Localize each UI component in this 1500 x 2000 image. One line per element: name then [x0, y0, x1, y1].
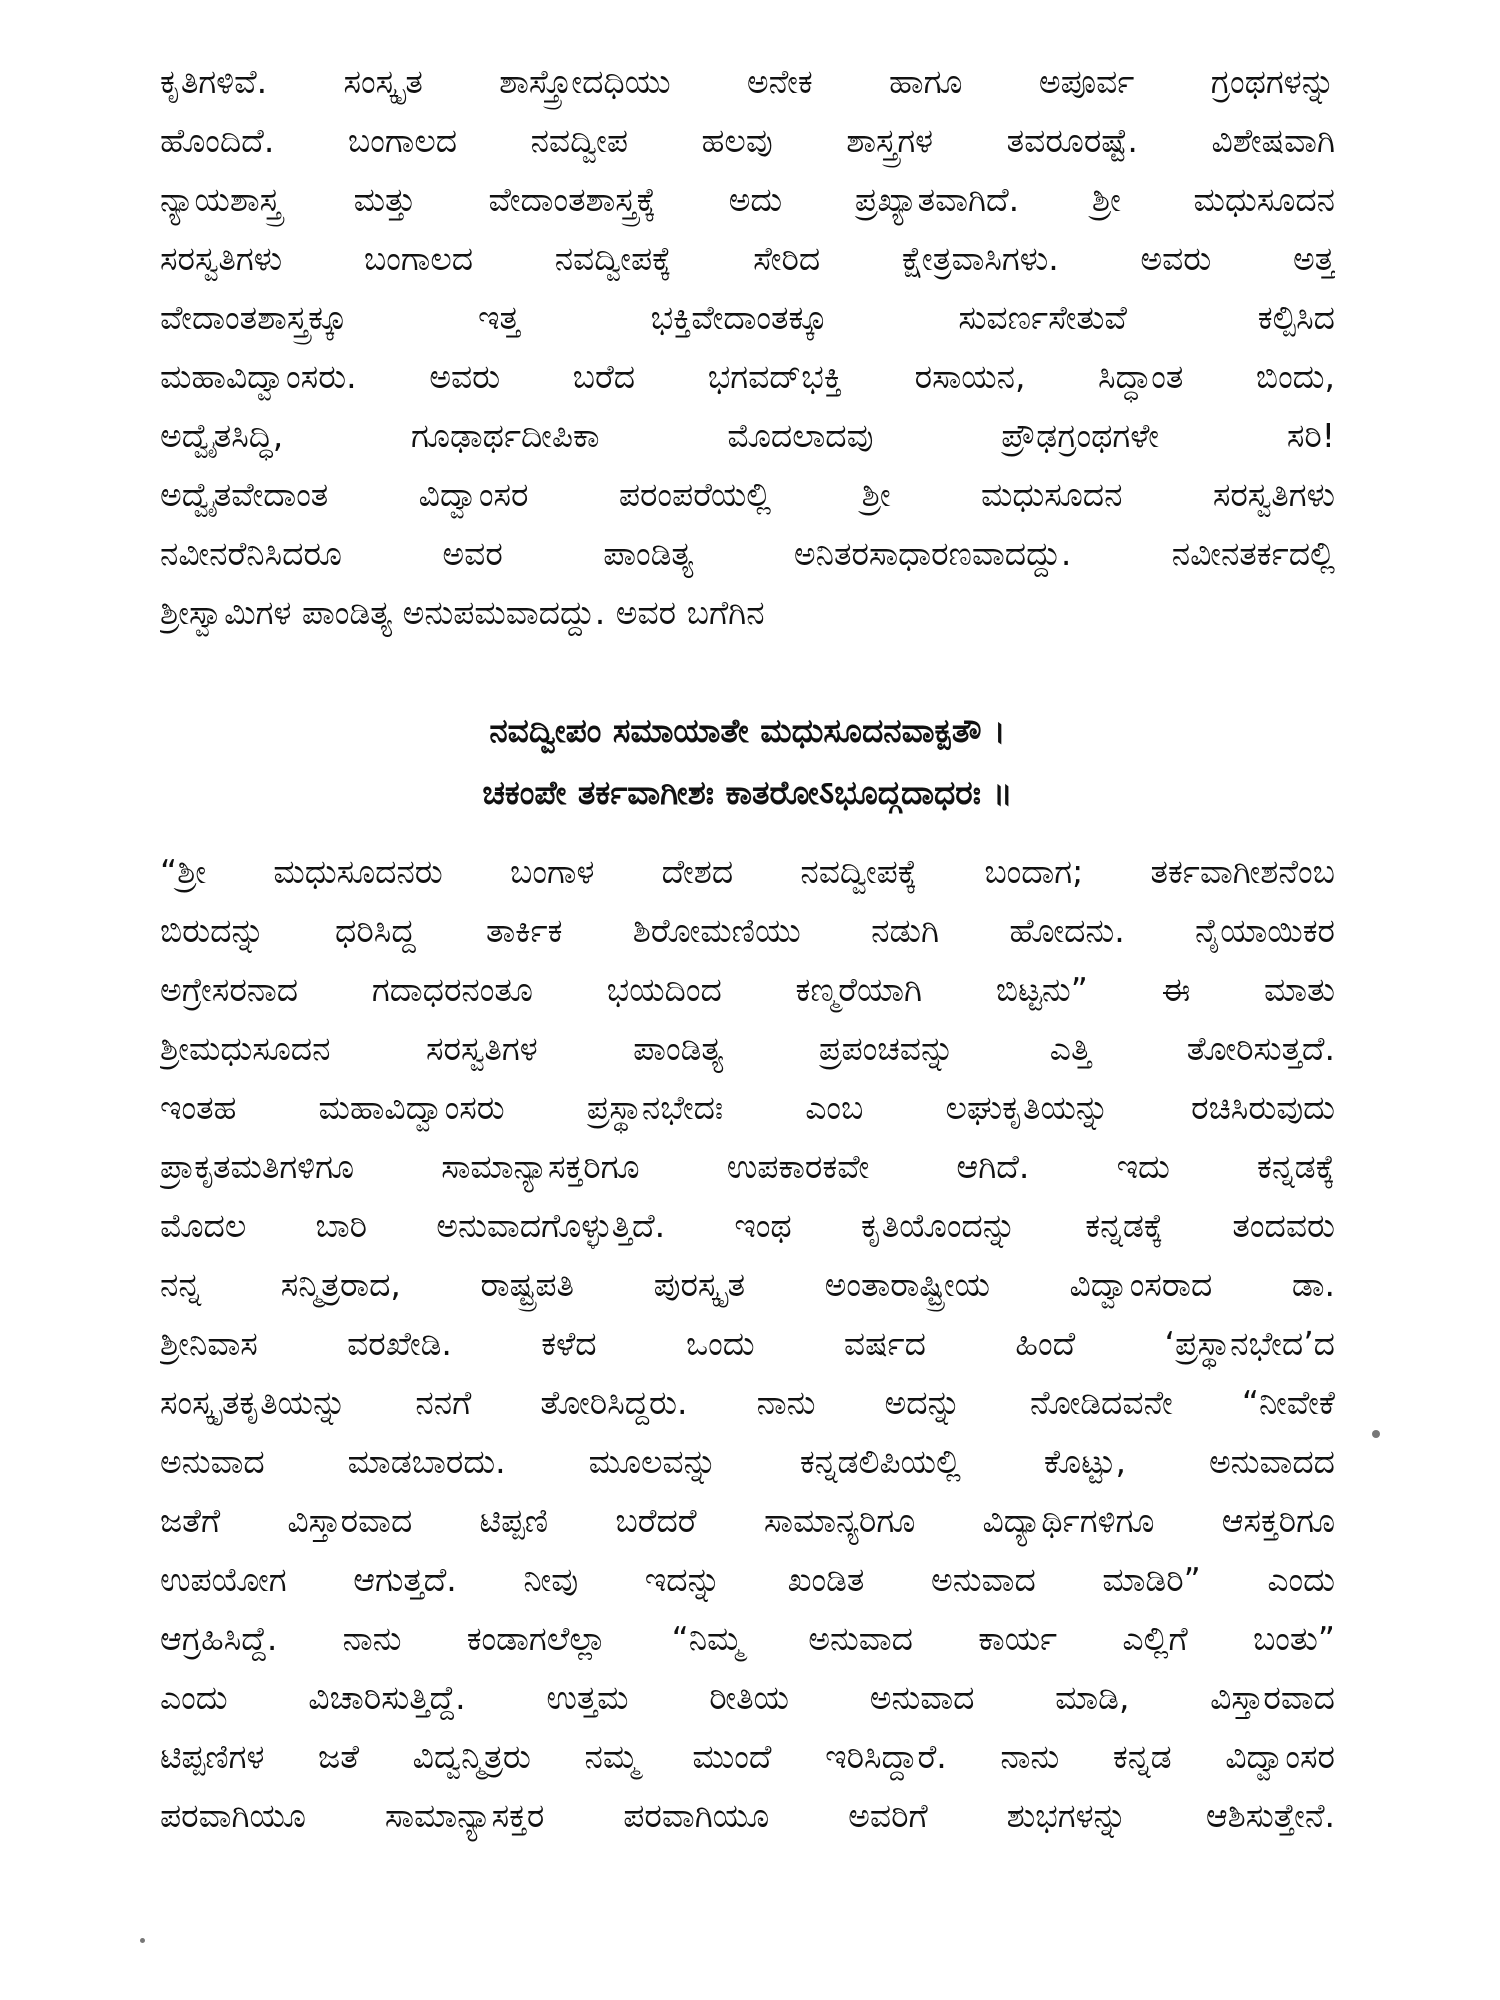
text-line: ನನ್ನ ಸನ್ಮಿತ್ರರಾದ, ರಾಷ್ಟ್ರಪತಿ ಪುರಸ್ಕೃತ ಅಂತಾರಾಷ್ಟ್ರೀಯ ವಿದ್ವಾಂಸರಾದ ಡಾ. — [160, 1265, 1335, 1304]
text-line: ಸಂಸ್ಕೃತಕೃತಿಯನ್ನು ನನಗೆ ತೋರಿಸಿದ್ದರು. ನಾನು ಅದನ್ನು ನೋಡಿದವನೇ “ನೀವೇಕೆ — [160, 1383, 1335, 1422]
text-line: ಪರವಾಗಿಯೂ ಸಾಮಾನ್ಯಾಸಕ್ತರ ಪರವಾಗಿಯೂ ಅವರಿಗೆ ಶುಭಗಳನ್ನು ಆಶಿಸುತ್ತೇನೆ. — [160, 1796, 1335, 1835]
text-line: ಬಿರುದನ್ನು ಧರಿಸಿದ್ದ ತಾರ್ಕಿಕ ಶಿರೋಮಣಿಯು ನಡುಗಿ ಹೋದನು. ನೈಯಾಯಿಕರ — [160, 911, 1335, 950]
text-line: “ಶ್ರೀ ಮಧುಸೂದನರು ಬಂಗಾಳ ದೇಶದ ನವದ್ವೀಪಕ್ಕೆ ಬಂದಾಗ; ತರ್ಕವಾಗೀಶನೆಂಬ — [160, 852, 1335, 891]
text-line: ಅಗ್ರೇಸರನಾದ ಗದಾಧರನಂತೂ ಭಯದಿಂದ ಕಣ್ಮರೆಯಾಗಿ ಬಿಟ್ಟನು” ಈ ಮಾತು — [160, 970, 1335, 1009]
paragraph-main — [160, 842, 1335, 1845]
sanskrit-verse — [160, 700, 1335, 824]
verse-line-2: ಚಕಂಪೇ ತರ್ಕವಾಗೀಶಃ ಕಾತರೋऽಭೂದ್ಗದಾಧರಃ ॥ — [482, 773, 1013, 812]
verse-line-1: ನವದ್ವೀಪಂ ಸಮಾಯಾತೇ ಮಧುಸೂದನವಾಕ್ಪತೌ । — [489, 711, 1006, 750]
text-line: ಹೊಂದಿದೆ. ಬಂಗಾಲದ ನವದ್ವೀಪ ಹಲವು ಶಾಸ್ತ್ರಗಳ ತವರೂರಷ್ಟೆ. ವಿಶೇಷವಾಗಿ — [160, 121, 1335, 160]
text-line: ಮಹಾವಿದ್ವಾಂಸರು. ಅವರು ಬರೆದ ಭಗವದ್‌ಭಕ್ತಿ ರಸಾಯನ, ಸಿದ್ಧಾಂತ ಬಿಂದು, — [160, 357, 1335, 396]
scan-speck — [1372, 1430, 1380, 1438]
text-line: ಪ್ರಾಕೃತಮತಿಗಳಿಗೂ ಸಾಮಾನ್ಯಾಸಕ್ತರಿಗೂ ಉಪಕಾರಕವೇ ಆಗಿದೆ. ಇದು ಕನ್ನಡಕ್ಕೆ — [160, 1147, 1335, 1186]
paragraph-intro — [160, 52, 1335, 642]
scan-speck — [140, 1938, 145, 1943]
text-line: ಕೃತಿಗಳಿವೆ. ಸಂಸ್ಕೃತ ಶಾಸ್ತ್ರೋದಧಿಯು ಅನೇಕ ಹಾಗೂ ಅಪೂರ್ವ ಗ್ರಂಥಗಳನ್ನು — [160, 62, 1335, 101]
text-line: ಮೊದಲ ಬಾರಿ ಅನುವಾದಗೊಳ್ಳುತ್ತಿದೆ. ಇಂಥ ಕೃತಿಯೊಂದನ್ನು ಕನ್ನಡಕ್ಕೆ ತಂದವರು — [160, 1206, 1335, 1245]
text-line: ನ್ಯಾಯಶಾಸ್ತ್ರ ಮತ್ತು ವೇದಾಂತಶಾಸ್ತ್ರಕ್ಕೆ ಅದು ಪ್ರಖ್ಯಾತವಾಗಿದೆ. ಶ್ರೀ ಮಧುಸೂದನ — [160, 180, 1335, 219]
text-line: ಜತೆಗೆ ವಿಸ್ತಾರವಾದ ಟಿಪ್ಪಣಿ ಬರೆದರೆ ಸಾಮಾನ್ಯರಿಗೂ ವಿದ್ಯಾರ್ಥಿಗಳಿಗೂ ಆಸಕ್ತರಿಗೂ — [160, 1501, 1335, 1540]
text-line: ಆಗ್ರಹಿಸಿದ್ದೆ. ನಾನು ಕಂಡಾಗಲೆಲ್ಲಾ “ನಿಮ್ಮ ಅನುವಾದ ಕಾರ್ಯ ಎಲ್ಲಿಗೆ ಬಂತು” — [160, 1619, 1335, 1658]
text-line: ಅದ್ವೈತಸಿದ್ಧಿ, ಗೂಢಾರ್ಥದೀಪಿಕಾ ಮೊದಲಾದವು ಪ್ರೌಢಗ್ರಂಥಗಳೇ ಸರಿ! — [160, 416, 1335, 455]
text-line: ಅನುವಾದ ಮಾಡಬಾರದು. ಮೂಲವನ್ನು ಕನ್ನಡಲಿಪಿಯಲ್ಲಿ ಕೊಟ್ಟು, ಅನುವಾದದ — [160, 1442, 1335, 1481]
text-line: ನವೀನರೆನಿಸಿದರೂ ಅವರ ಪಾಂಡಿತ್ಯ ಅನಿತರಸಾಧಾರಣವಾದದ್ದು. ನವೀನತರ್ಕದಲ್ಲಿ — [160, 534, 1335, 573]
text-line: ಟಿಪ್ಪಣಿಗಳ ಜತೆ ವಿದ್ವನ್ಮಿತ್ರರು ನಮ್ಮ ಮುಂದೆ ಇರಿಸಿದ್ದಾರೆ. ನಾನು ಕನ್ನಡ ವಿದ್ವಾಂಸರ — [160, 1737, 1335, 1776]
text-line: ಇಂತಹ ಮಹಾವಿದ್ವಾಂಸರು ಪ್ರಸ್ಥಾನಭೇದಃ ಎಂಬ ಲಘುಕೃತಿಯನ್ನು ರಚಿಸಿರುವುದು — [160, 1088, 1335, 1127]
text-line: ಶ್ರೀಮಧುಸೂದನ ಸರಸ್ವತಿಗಳ ಪಾಂಡಿತ್ಯ ಪ್ರಪಂಚವನ್ನು ಎತ್ತಿ ತೋರಿಸುತ್ತದೆ. — [160, 1029, 1335, 1068]
text-line: ಶ್ರೀಸ್ವಾಮಿಗಳ ಪಾಂಡಿತ್ಯ ಅನುಪಮವಾದದ್ದು. ಅವರ ಬಗೆಗಿನ — [160, 593, 765, 632]
text-line: ಶ್ರೀನಿವಾಸ ವರಖೇಡಿ. ಕಳೆದ ಒಂದು ವರ್ಷದ ಹಿಂದೆ ‘ಪ್ರಸ್ಥಾನಭೇದ’ದ — [160, 1324, 1335, 1363]
text-line: ಸರಸ್ವತಿಗಳು ಬಂಗಾಲದ ನವದ್ವೀಪಕ್ಕೆ ಸೇರಿದ ಕ್ಷೇತ್ರವಾಸಿಗಳು. ಅವರು ಅತ್ತ — [160, 239, 1335, 278]
text-line: ಎಂದು ವಿಚಾರಿಸುತ್ತಿದ್ದೆ. ಉತ್ತಮ ರೀತಿಯ ಅನುವಾದ ಮಾಡಿ, ವಿಸ್ತಾರವಾದ — [160, 1678, 1335, 1717]
text-line: ಉಪಯೋಗ ಆಗುತ್ತದೆ. ನೀವು ಇದನ್ನು ಖಂಡಿತ ಅನುವಾದ ಮಾಡಿರಿ” ಎಂದು — [160, 1560, 1335, 1599]
text-line: ಅದ್ವೈತವೇದಾಂತ ವಿದ್ವಾಂಸರ ಪರಂಪರೆಯಲ್ಲಿ ಶ್ರೀ ಮಧುಸೂದನ ಸರಸ್ವತಿಗಳು — [160, 475, 1335, 514]
text-line: ವೇದಾಂತಶಾಸ್ತ್ರಕ್ಕೂ ಇತ್ತ ಭಕ್ತಿವೇದಾಂತಕ್ಕೂ ಸುವರ್ಣಸೇತುವೆ ಕಲ್ಪಿಸಿದ — [160, 298, 1335, 337]
